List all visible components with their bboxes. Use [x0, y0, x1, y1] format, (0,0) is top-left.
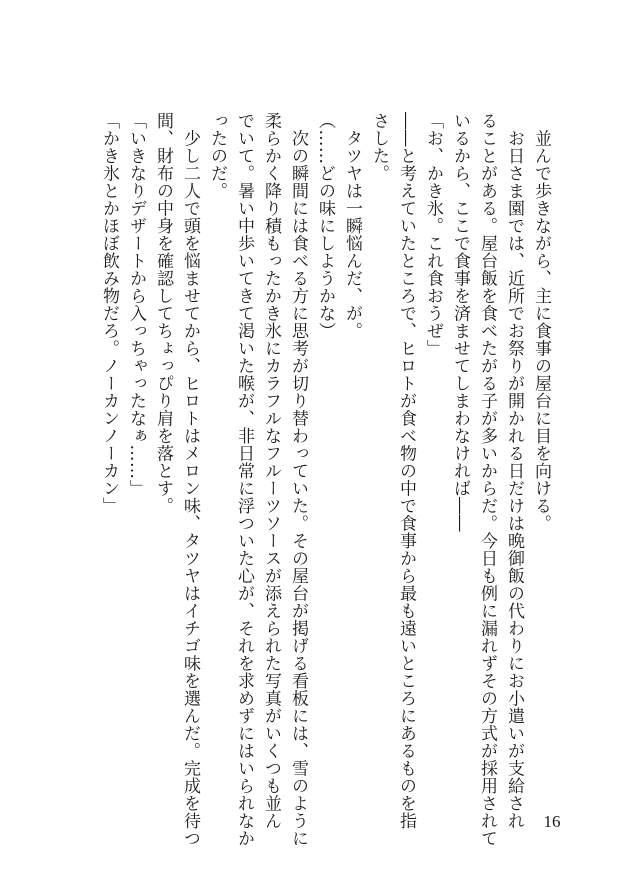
page-number: 16 [543, 812, 561, 831]
text-line: ――と考えていたところで、ヒロトが食べ物の中で食事から最も遠いところにあるものを指 [396, 112, 416, 830]
text-line: ることがある。屋台飯を食べたがる子が多いからだ。今日も例に漏れずその方式が採用されて [477, 112, 497, 847]
text-line: ったのだ。 [207, 112, 227, 200]
text-line: でいて。暑い中歩いてきて渇いた喉が、非日常に浮ついた心が、それを求めずにはいられなか [234, 112, 254, 847]
text-line: いるから、ここで食事を済ませてしまわなければ―― [450, 112, 470, 532]
text-line: 柔らかく降り積もったかき氷にカラフルなフルーツソースが添えられた写真がいくつも並ん [261, 112, 281, 830]
text-line: （……どの味にしようかな） [315, 112, 335, 340]
text-line: さした。 [369, 112, 389, 182]
text-line: 「かき氷とかほぼ飲み物だろ。ノーカンノーカン」 [99, 112, 119, 515]
text-line: 間、財布の中身を確認してちょっぴり肩を落とす。 [153, 112, 173, 515]
text-line: 少し二人で頭を悩ませてから、ヒロトはメロン味、タツヤはイチゴ味を選んだ。完成を待つ [180, 112, 200, 847]
text-line: お日さま園では、近所でお祭りが開かれる日だけは晩御飯の代わりにお小遣いが支給され [504, 112, 524, 830]
text-line: タツヤは一瞬悩んだ、が。 [342, 112, 362, 340]
text-line: 次の瞬間には食べる方に思考が切り替わっていた。その屋台が掲げる看板には、雪のように [288, 112, 308, 847]
text-line: 並んで歩きながら、主に食事の屋台に目を向ける。 [531, 112, 551, 532]
text-line: 「いきなりデザートから入っちゃったなぁ……」 [126, 112, 146, 497]
text-line: 「お、かき氷。これ食おうぜ」 [423, 112, 443, 357]
